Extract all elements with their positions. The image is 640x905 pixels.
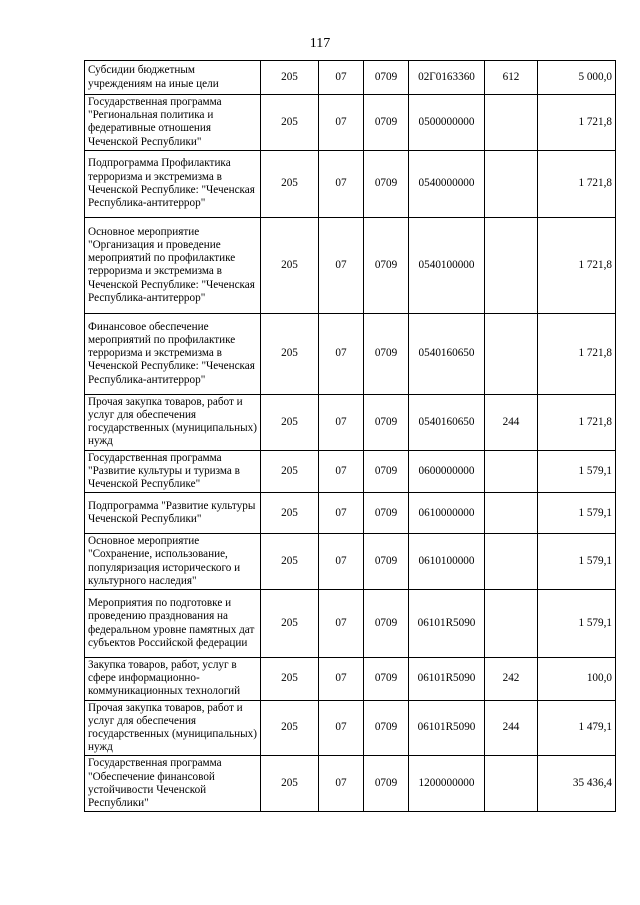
expense-type-cell bbox=[485, 590, 538, 658]
ministry-code-cell: 205 bbox=[261, 590, 319, 658]
ministry-code-cell: 205 bbox=[261, 756, 319, 812]
subsection-code-cell: 0709 bbox=[364, 700, 409, 756]
target-article-cell: 06101R5090 bbox=[409, 590, 485, 658]
table-row bbox=[85, 217, 616, 313]
section-code-cell: 07 bbox=[319, 534, 364, 590]
amount-cell: 1 579,1 bbox=[538, 450, 616, 493]
target-article-cell: 0540160650 bbox=[409, 394, 485, 450]
budget-table bbox=[84, 60, 616, 812]
expense-type-cell bbox=[485, 534, 538, 590]
table-row bbox=[85, 150, 616, 217]
section-code-cell: 07 bbox=[319, 700, 364, 756]
row-name-cell: Субсидии бюджетным учреждениям на иные цели bbox=[85, 61, 261, 95]
table-row bbox=[85, 756, 616, 812]
expense-type-cell bbox=[485, 217, 538, 313]
expense-type-cell bbox=[485, 493, 538, 534]
expense-type-cell: 242 bbox=[485, 658, 538, 701]
target-article-cell: 0610100000 bbox=[409, 534, 485, 590]
table-row bbox=[85, 394, 616, 450]
section-code-cell: 07 bbox=[319, 756, 364, 812]
table-row bbox=[85, 95, 616, 151]
ministry-code-cell: 205 bbox=[261, 150, 319, 217]
subsection-code-cell: 0709 bbox=[364, 61, 409, 95]
row-name-cell: Основное мероприятие "Сохранение, использование, популяризация исторического и культурного наследия" bbox=[85, 534, 261, 590]
subsection-code-cell: 0709 bbox=[364, 493, 409, 534]
expense-type-cell: 244 bbox=[485, 700, 538, 756]
ministry-code-cell: 205 bbox=[261, 534, 319, 590]
amount-cell: 1 479,1 bbox=[538, 700, 616, 756]
subsection-code-cell: 0709 bbox=[364, 394, 409, 450]
amount-cell: 1 721,8 bbox=[538, 313, 616, 394]
table-row bbox=[85, 61, 616, 95]
amount-cell: 1 579,1 bbox=[538, 534, 616, 590]
amount-cell: 35 436,4 bbox=[538, 756, 616, 812]
target-article-cell: 06101R5090 bbox=[409, 658, 485, 701]
section-code-cell: 07 bbox=[319, 150, 364, 217]
subsection-code-cell: 0709 bbox=[364, 313, 409, 394]
ministry-code-cell: 205 bbox=[261, 394, 319, 450]
section-code-cell: 07 bbox=[319, 658, 364, 701]
subsection-code-cell: 0709 bbox=[364, 658, 409, 701]
table-row bbox=[85, 450, 616, 493]
row-name-cell: Мероприятия по подготовке и проведению празднования на федеральном уровне памятных дат субъектов Российской федерации bbox=[85, 590, 261, 658]
budget-table-body bbox=[85, 61, 616, 812]
row-name-cell: Прочая закупка товаров, работ и услуг для обеспечения государственных (муниципальных) нужд bbox=[85, 700, 261, 756]
section-code-cell: 07 bbox=[319, 95, 364, 151]
section-code-cell: 07 bbox=[319, 493, 364, 534]
subsection-code-cell: 0709 bbox=[364, 534, 409, 590]
target-article-cell: 0540000000 bbox=[409, 150, 485, 217]
amount-cell: 1 721,8 bbox=[538, 150, 616, 217]
amount-cell: 1 579,1 bbox=[538, 590, 616, 658]
page-number: 117 bbox=[309, 36, 331, 51]
subsection-code-cell: 0709 bbox=[364, 450, 409, 493]
ministry-code-cell: 205 bbox=[261, 700, 319, 756]
target-article-cell: 0540100000 bbox=[409, 217, 485, 313]
ministry-code-cell: 205 bbox=[261, 61, 319, 95]
section-code-cell: 07 bbox=[319, 217, 364, 313]
subsection-code-cell: 0709 bbox=[364, 756, 409, 812]
ministry-code-cell: 205 bbox=[261, 95, 319, 151]
target-article-cell: 02Г0163360 bbox=[409, 61, 485, 95]
table-row bbox=[85, 313, 616, 394]
amount-cell: 1 579,1 bbox=[538, 493, 616, 534]
expense-type-cell bbox=[485, 450, 538, 493]
ministry-code-cell: 205 bbox=[261, 658, 319, 701]
ministry-code-cell: 205 bbox=[261, 450, 319, 493]
expense-type-cell bbox=[485, 150, 538, 217]
section-code-cell: 07 bbox=[319, 590, 364, 658]
target-article-cell: 0610000000 bbox=[409, 493, 485, 534]
target-article-cell: 0540160650 bbox=[409, 313, 485, 394]
ministry-code-cell: 205 bbox=[261, 493, 319, 534]
target-article-cell: 0500000000 bbox=[409, 95, 485, 151]
table-row bbox=[85, 700, 616, 756]
amount-cell: 1 721,8 bbox=[538, 394, 616, 450]
amount-cell: 1 721,8 bbox=[538, 95, 616, 151]
row-name-cell: Закупка товаров, работ, услуг в сфере информационно-коммуникационных технологий bbox=[85, 658, 261, 701]
table-row bbox=[85, 590, 616, 658]
amount-cell: 1 721,8 bbox=[538, 217, 616, 313]
expense-type-cell: 612 bbox=[485, 61, 538, 95]
section-code-cell: 07 bbox=[319, 394, 364, 450]
subsection-code-cell: 0709 bbox=[364, 590, 409, 658]
expense-type-cell bbox=[485, 95, 538, 151]
expense-type-cell bbox=[485, 313, 538, 394]
section-code-cell: 07 bbox=[319, 450, 364, 493]
table-row bbox=[85, 534, 616, 590]
section-code-cell: 07 bbox=[319, 61, 364, 95]
row-name-cell: Государственная программа "Обеспечение финансовой устойчивости Чеченской Республики" bbox=[85, 756, 261, 812]
ministry-code-cell: 205 bbox=[261, 217, 319, 313]
row-name-cell: Государственная программа "Развитие культуры и туризма в Чеченской Республике" bbox=[85, 450, 261, 493]
subsection-code-cell: 0709 bbox=[364, 95, 409, 151]
row-name-cell: Прочая закупка товаров, работ и услуг для обеспечения государственных (муниципальных) нужд bbox=[85, 394, 261, 450]
subsection-code-cell: 0709 bbox=[364, 150, 409, 217]
expense-type-cell bbox=[485, 756, 538, 812]
amount-cell: 5 000,0 bbox=[538, 61, 616, 95]
ministry-code-cell: 205 bbox=[261, 313, 319, 394]
subsection-code-cell: 0709 bbox=[364, 217, 409, 313]
row-name-cell: Государственная программа "Региональная политика и федеративные отношения Чеченской Республики" bbox=[85, 95, 261, 151]
row-name-cell: Подпрограмма Профилактика терроризма и экстремизма в Чеченской Республике: "Чеченская Республика-антитеррор" bbox=[85, 150, 261, 217]
amount-cell: 100,0 bbox=[538, 658, 616, 701]
target-article-cell: 06101R5090 bbox=[409, 700, 485, 756]
expense-type-cell: 244 bbox=[485, 394, 538, 450]
table-row bbox=[85, 493, 616, 534]
section-code-cell: 07 bbox=[319, 313, 364, 394]
table-row bbox=[85, 658, 616, 701]
target-article-cell: 0600000000 bbox=[409, 450, 485, 493]
row-name-cell: Финансовое обеспечение мероприятий по профилактике терроризма и экстремизма в Чеченской Республике: "Чеченская Республика-антитеррор" bbox=[85, 313, 261, 394]
row-name-cell: Основное мероприятие "Организация и проведение мероприятий по профилактике терроризма и экстремизма в Чеченской Республике: "Чеченская Республика-антитеррор" bbox=[85, 217, 261, 313]
row-name-cell: Подпрограмма "Развитие культуры Чеченской Республики" bbox=[85, 493, 261, 534]
target-article-cell: 1200000000 bbox=[409, 756, 485, 812]
